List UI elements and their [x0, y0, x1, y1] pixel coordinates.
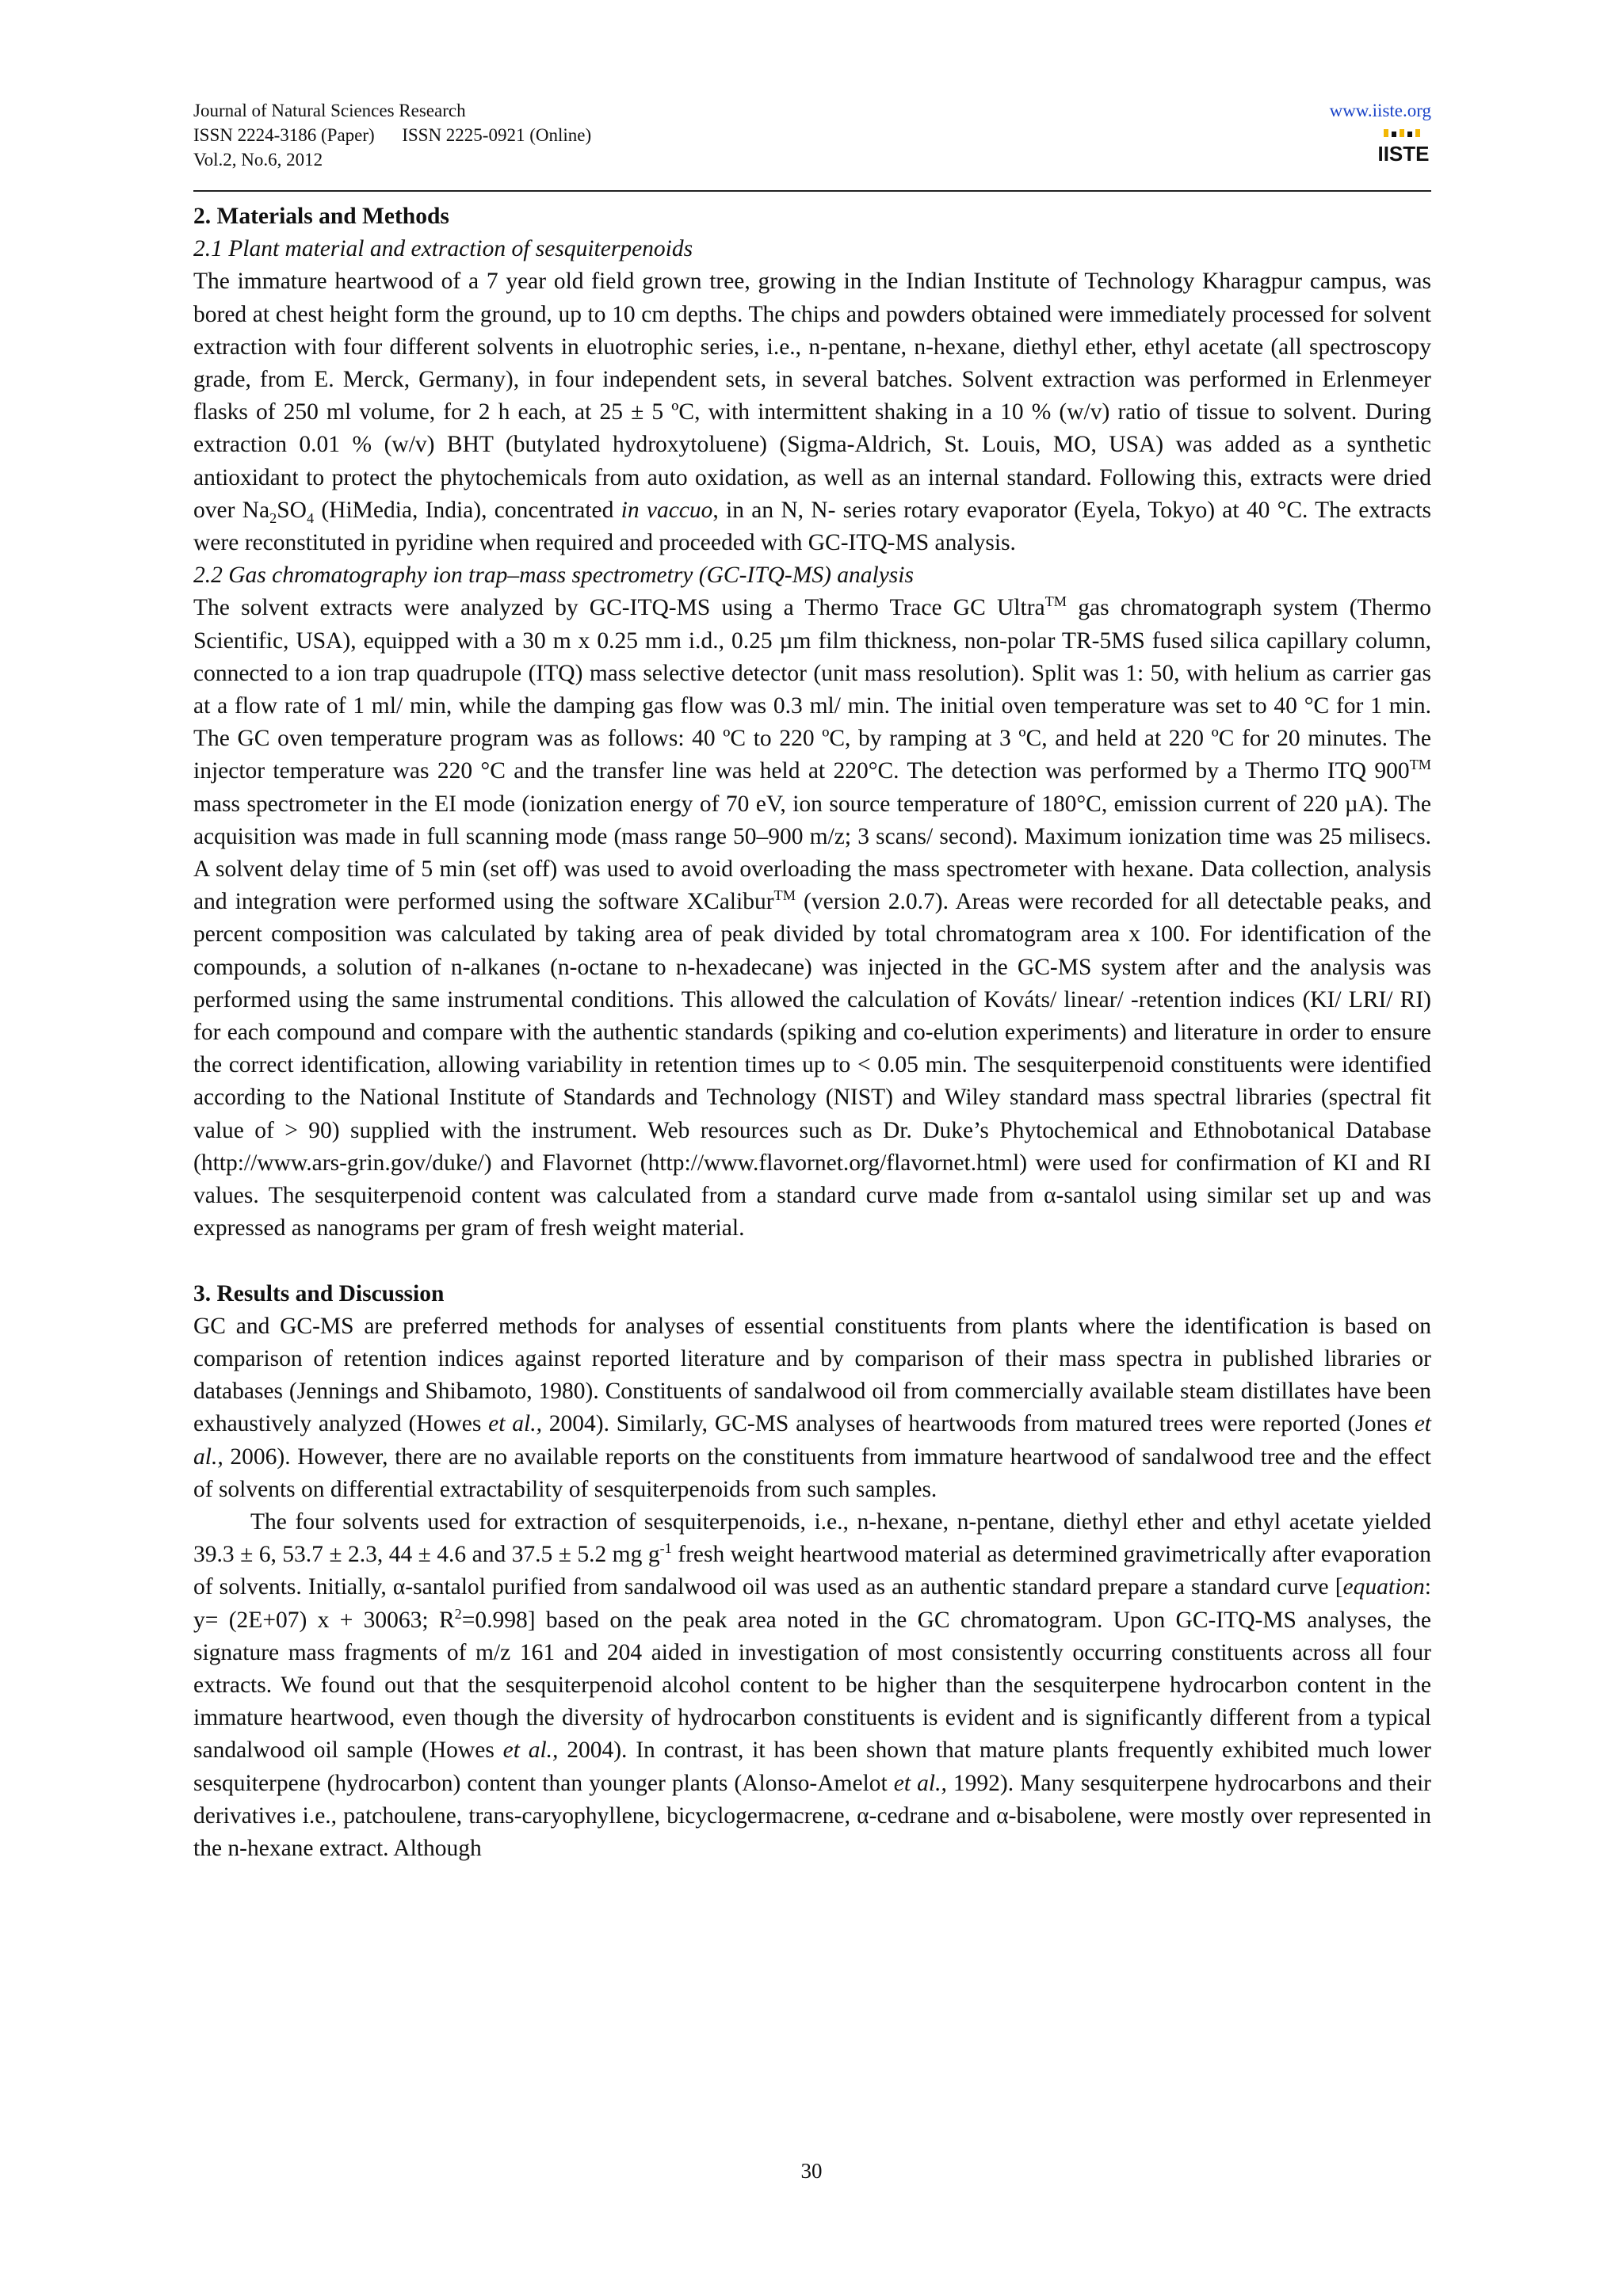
header-rule [193, 190, 1431, 192]
page-header [193, 98, 1431, 177]
svg-text:IISTE: IISTE [1377, 142, 1430, 166]
subsection-heading-extraction: 2.1 Plant material and extraction of sesquiterpenoids [193, 236, 693, 262]
journal-volume: Vol.2, No.6, 2012 [193, 150, 323, 170]
article-body [193, 200, 1431, 1865]
paragraph-results-2: The four solvents used for extraction of sesquiterpenoids, i.e., n-hexane, n-pentane, diethyl ether and ethyl acetate yielded 39.3 ± 6, 53.7 ± 2.3, 44 ± 4.6 and 37.5 ± 5.2 mg $g^{-1}$ fresh weight heartwood material as determined gravimetrically after evaporation of solvents. Initially, α-santalol purified from sandalwood oil was used as an authentic standard prepare a standard curve [equation: y= (2E+07) x + 30063; $R^2=0.998$] based on the peak area noted in the GC chromatogram. Upon GC-ITQ-MS analyses, the signature mass fragments of m/z 161 and 204 aided in investigation of most consistently occurring constituents across all four extracts. We found out that the sesquiterpenoid alcohol content to be higher than the sesquiterpene hydrocarbon content in the immature heartwood, even though the diversity of hydrocarbon constituents is evident and is significantly different from a typical sandalwood oil sample (Howes et al., 2004). In contrast, it has been shown that mature plants frequently exhibited much lower sesquiterpene (hydrocarbon) content than younger plants (Alonso-Amelot et al., 1992). Many sesquiterpene hydrocarbons and their derivatives i.e., patchoulene, trans-caryophyllene, bicyclogermacrene, α-cedrane and α-bisabolene, were mostly over represented in the n-hexane extract. Although [193, 1508, 1431, 1861]
iiste-logo [1376, 128, 1431, 174]
subsection-heading-gcms: 2.2 Gas chromatography ion trap–mass spectrometry (GC-ITQ-MS) analysis [193, 563, 914, 589]
journal-url-link[interactable]: www.iiste.org [1329, 101, 1431, 120]
paragraph-gcms: The solvent extracts were analyzed by GC-ITQ-MS using a Thermo Trace GC Ultra™ gas chromatograph system (Thermo Scientific, USA), equipped with a 30 m x 0.25 mm i.d., 0.25 µm film thickness, non-polar TR-5MS fused silica capillary column, connected to a ion trap quadrupole (ITQ) mass selective detector (unit mass resolution). Split was 1: 50, with helium as carrier gas at a flow rate of 1 ml/ min, while the damping gas flow was 0.3 ml/ min. The initial oven temperature was set to 40 °C for 1 min. The GC oven temperature program was as follows: 40 ºC to 220 ºC, by ramping at 3 ºC, and held at 220 ºC for 20 minutes. The injector temperature was 220 °C and the transfer line was held at 220°C. The detection was performed by a Thermo ITQ 900™ mass spectrometer in the EI mode (ionization energy of 70 eV, ion source temperature of 180°C, emission current of 220 µA). The acquisition was made in full scanning mode (mass range 50–900 m/z; 3 scans/ second). Maximum ionization time was 25 milisecs. A solvent delay time of 5 min (set off) was used to avoid overloading the mass spectrometer with hexane. Data collection, analysis and integration were performed using the software XCalibur™ (version 2.0.7). Areas were recorded for all detectable peaks, and percent composition was calculated by taking area of peak divided by total chromatogram area x 100. For identification of the compounds, a solution of n-alkanes (n-octane to n-hexadecane) was injected in the GC-MS system after and the analysis was performed using the same instrumental conditions. This allowed the calculation of Kováts/ linear/ -retention indices (KI/ LRI/ RI) for each compound and compare with the authentic standards (spiking and co-elution experiments) and literature in order to ensure the correct identification, allowing variability in retention times up to < 0.05 min. The sesquiterpenoid constituents were identified according to the National Institute of Standards and Technology (NIST) and Wiley standard mass spectral libraries (spectral fit value of > 90) supplied with the instrument. Web resources such as Dr. Duke’s Phytochemical and Ethnobotanical Database (http://www.ars-grin.gov/duke/) and Flavornet (http://www.flavornet.org/flavornet.html) were used for confirmation of KI and RI values. The sesquiterpenoid content was calculated from a standard curve made from α-santalol using similar set up and was expressed as nanograms per gram of fresh weight material. [193, 593, 1432, 1241]
section-heading-results: 3. Results and Discussion [193, 1280, 445, 1306]
section-heading-methods: 2. Materials and Methods [193, 204, 449, 229]
iiste-logo-icon [1376, 128, 1431, 167]
paragraph-results-1: GC and GC-MS are preferred methods for analyses of essential constituents from plants where the identification is based on comparison of retention indices against reported literature and by comparison of their mass spectra in published libraries or databases (Jennings and Shibamoto, 1980). Constituents of sandalwood oil from commercially available steam distillates have been exhaustively analyzed (Howes et al., 2004). Similarly, GC-MS analyses of heartwoods from matured trees were reported (Jones et al., 2006). However, there are no available reports on the constituents from immature heartwood of sandalwood tree and the effect of solvents on differential extractability of sesquiterpenoids from such samples. [193, 1313, 1431, 1502]
paragraph-extraction: The immature heartwood of a 7 year old field grown tree, growing in the Indian Institute of Technology Kharagpur campus, was bored at chest height form the ground, up to 10 cm depths. The chips and powders obtained were immediately processed for solvent extraction with four different solvents in eluotrophic series, i.e., n-pentane, n-hexane, diethyl ether, ethyl acetate (all spectroscopy grade, from E. Merck, Germany), in four independent sets, in several batches. Solvent extraction was performed in Erlenmeyer flasks of 250 ml volume, for 2 h each, at 25 ± 5 ºC, with intermittent shaking in a 10 % (w/v) ratio of tissue to solvent. During extraction 0.01 % (w/v) BHT (butylated hydroxytoluene) (Sigma-Aldrich, St. Louis, MO, USA) was added as a synthetic antioxidant to protect the phytochemicals from auto oxidation, as well as an internal standard. Following this, extracts were dried over $Na_2SO_4$ (HiMedia, India), concentrated in vaccuo, in an N, N- series rotary evaporator (Eyela, Tokyo) at 40 °C. The extracts were reconstituted in pyridine when required and proceeded with GC-ITQ-MS analysis. [193, 269, 1431, 556]
journal-name: Journal of Natural Sciences Research [193, 101, 466, 120]
journal-issn: ISSN 2224-3186 (Paper) ISSN 2225-0921 (Online) [193, 125, 592, 145]
journal-info [193, 98, 1431, 172]
page-number: 30 [800, 2159, 823, 2183]
